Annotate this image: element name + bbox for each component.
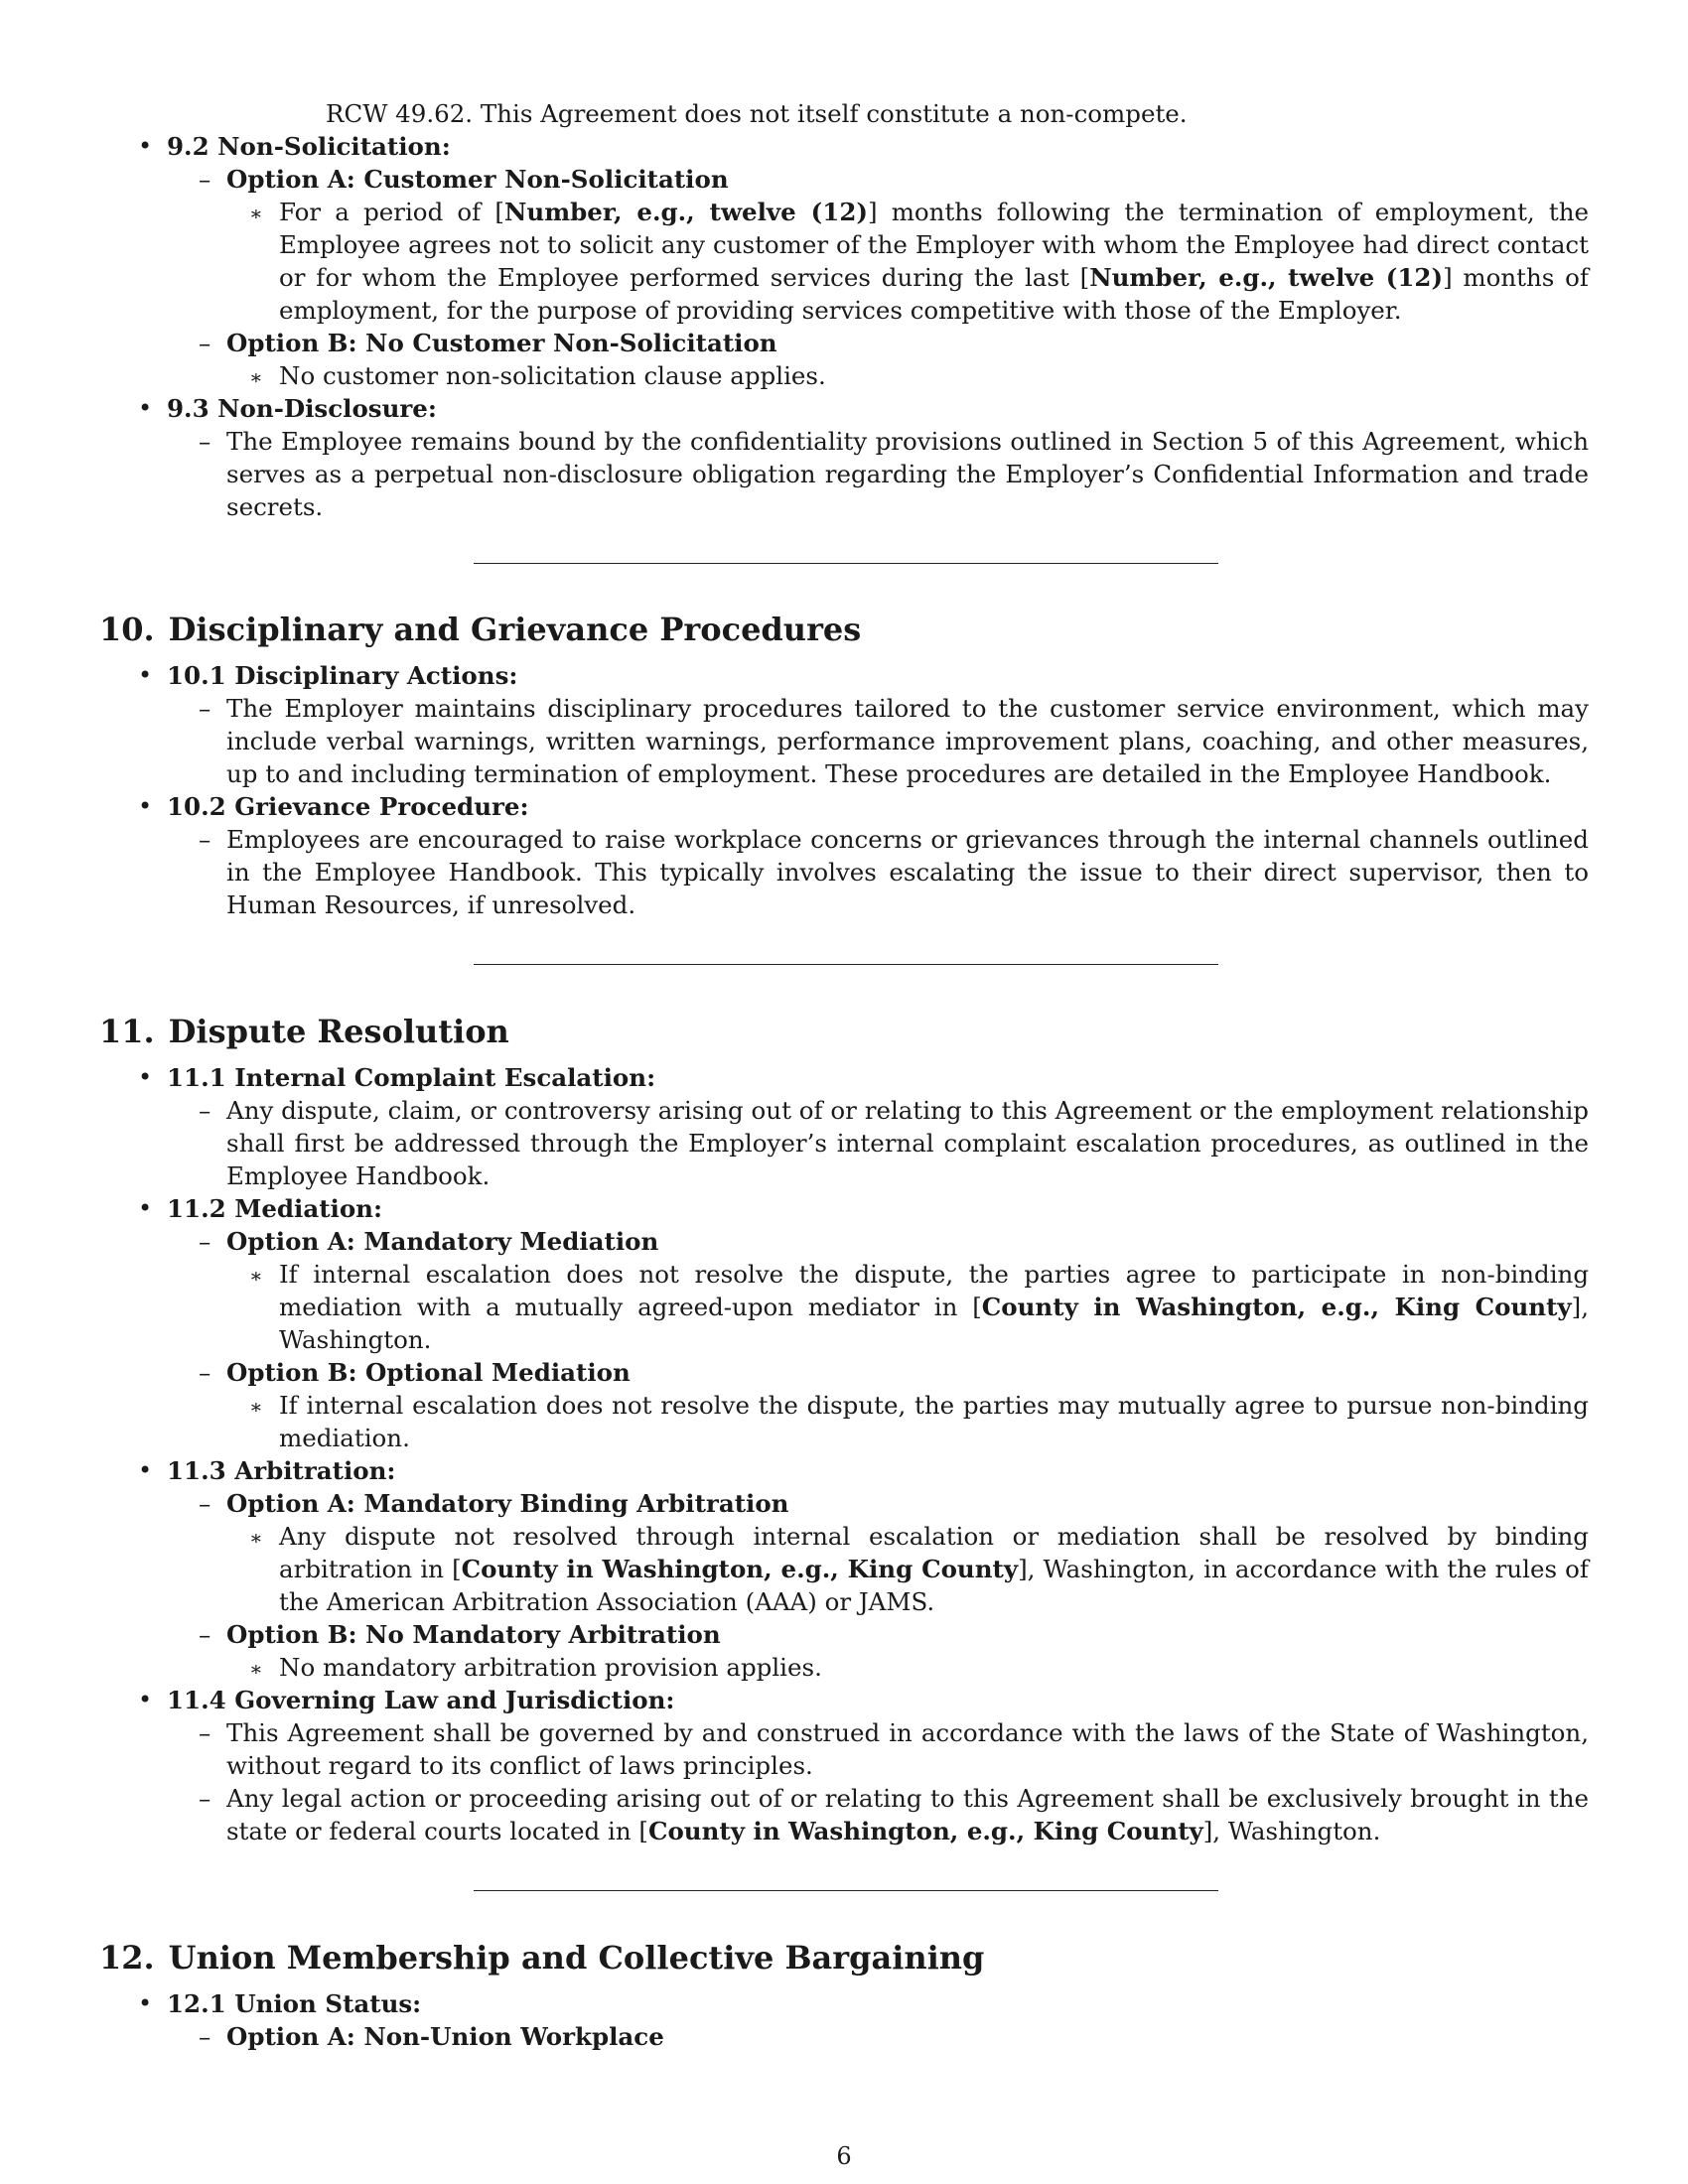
clause-text: Any dispute, claim, or controversy arising out of or relating to this Agreement or the employment relationship shall first be addressed through the Employer’s internal complaint escalation procedures, as outlined in the Employee Handbook. xyxy=(226,1096,1589,1190)
section-divider xyxy=(474,964,1218,965)
option-item xyxy=(99,327,1589,359)
placeholder-field: County in Washington, e.g., King County xyxy=(461,1555,1019,1583)
dash-marker: – xyxy=(199,427,211,456)
option-text-item xyxy=(99,1651,1589,1684)
section-divider xyxy=(474,563,1218,564)
option-item xyxy=(99,1618,1589,1651)
option-text-item xyxy=(99,1258,1589,1356)
text-run: ] months of employment, for the purpose of providing services competitive with those of the Employer. xyxy=(279,263,1590,325)
text-run: ], Washington. xyxy=(1202,1817,1381,1845)
section-heading-12 xyxy=(99,1938,1589,1978)
option-item xyxy=(99,1356,1589,1389)
option-text xyxy=(279,1258,1589,1356)
bullet-marker: • xyxy=(138,1989,153,2017)
dash-marker: – xyxy=(199,1096,211,1125)
section-number: 11. xyxy=(99,1013,155,1050)
option-title: Option B: No Customer Non-Solicitation xyxy=(226,329,777,357)
text-run: ], Washington. xyxy=(279,1293,1589,1354)
option-text-item xyxy=(99,359,1589,392)
page-number: 6 xyxy=(836,2142,852,2170)
page-content xyxy=(99,97,1589,2053)
clause-text-item xyxy=(99,823,1589,921)
clause-text: The Employer maintains disciplinary procedures tailored to the customer service environment, which may include verbal warnings, written warnings, performance improvement plans, coaching, and other measures, up to and including termination of employment. These procedures are detailed in the Employee Handbook. xyxy=(226,694,1589,788)
option-title: Option A: Non-Union Workplace xyxy=(226,2022,664,2051)
clause-title: 11.1 Internal Complaint Escalation: xyxy=(167,1063,656,1092)
dash-marker: – xyxy=(199,329,211,357)
clause-title: 11.4 Governing Law and Jurisdiction: xyxy=(167,1686,675,1714)
list-item-11-2 xyxy=(99,1192,1589,1225)
option-text-item xyxy=(99,1389,1589,1454)
list-item-11-3 xyxy=(99,1454,1589,1487)
star-marker: ∗ xyxy=(249,365,263,389)
clause-text-item xyxy=(99,1094,1589,1192)
option-item xyxy=(99,163,1589,196)
clause-text-item xyxy=(99,1716,1589,1782)
placeholder-field: Number, e.g., twelve (12) xyxy=(1089,263,1444,292)
dash-marker: – xyxy=(199,2022,211,2051)
option-text: No mandatory arbitration provision applies. xyxy=(279,1653,822,1682)
list-item-10-2 xyxy=(99,790,1589,823)
option-text-item xyxy=(99,1520,1589,1618)
option-item xyxy=(99,1487,1589,1520)
bullet-marker: • xyxy=(138,1456,153,1484)
text-run: Any dispute not resolved through internal escalation or mediation shall be resolved by binding arbitration in [ xyxy=(279,1522,1589,1583)
dash-marker: – xyxy=(199,1718,211,1747)
text-run: ], Washington, in accordance with the rules of the American Arbitration Association (AAA) or JAMS. xyxy=(279,1555,1589,1616)
clause-text: Employees are encouraged to raise workplace concerns or grievances through the internal channels outlined in the Employee Handbook. This typically involves escalating the issue to their direct supervisor, then to Human Resources, if unresolved. xyxy=(226,825,1589,919)
star-marker: ∗ xyxy=(249,1526,263,1550)
option-title: Option B: No Mandatory Arbitration xyxy=(226,1620,721,1649)
dash-marker: – xyxy=(199,1620,211,1649)
clause-text: The Employee remains bound by the confidentiality provisions outlined in Section 5 of this Agreement, which serves as a perpetual non-disclosure obligation regarding the Employer’s Confidential Information and trade secrets. xyxy=(226,427,1589,521)
list-item-12-1 xyxy=(99,1987,1589,2020)
bullet-marker: • xyxy=(138,661,153,689)
clause-text: This Agreement shall be governed by and construed in accordance with the laws of the State of Washington, without regard to its conflict of laws principles. xyxy=(226,1718,1589,1780)
section-divider xyxy=(474,1890,1218,1891)
option-text xyxy=(279,1520,1589,1618)
section-title: Disciplinary and Grievance Procedures xyxy=(168,611,862,648)
continued-text: RCW 49.62. This Agreement does not itself constitute a non-compete. xyxy=(326,99,1188,128)
dash-marker: – xyxy=(199,1489,211,1518)
placeholder-field: County in Washington, e.g., King County xyxy=(981,1293,1572,1321)
list-item-11-4 xyxy=(99,1684,1589,1716)
option-title: Option A: Mandatory Binding Arbitration xyxy=(226,1489,789,1518)
section-heading-11 xyxy=(99,1012,1589,1051)
section-title: Dispute Resolution xyxy=(168,1013,509,1050)
clause-title: 11.2 Mediation: xyxy=(167,1194,383,1223)
text-run: ] months following the termination of employment, the Employee agrees not to solicit any customer of the Employer with whom the Employee had direct contact or for whom the Employee performed services during the last [ xyxy=(279,198,1590,292)
dash-marker: – xyxy=(199,1227,211,1256)
bullet-marker: • xyxy=(138,1686,153,1713)
dash-marker: – xyxy=(199,1784,211,1813)
star-marker: ∗ xyxy=(249,1657,263,1681)
text-run: If internal escalation does not resolve the dispute, the parties agree to participate in non-binding mediation with a mutually agreed-upon mediator in [ xyxy=(279,1260,1589,1321)
list-item-9-3 xyxy=(99,392,1589,425)
clause-title: 11.3 Arbitration: xyxy=(167,1456,396,1485)
option-text xyxy=(279,196,1589,327)
clause-text-item xyxy=(99,692,1589,790)
star-marker: ∗ xyxy=(249,202,263,225)
option-text-item xyxy=(99,196,1589,327)
bullet-marker: • xyxy=(138,792,153,820)
text-run: Any legal action or proceeding arising out of or relating to this Agreement shall be exclusively brought in the state or federal courts located in [ xyxy=(226,1784,1589,1845)
star-marker: ∗ xyxy=(249,1395,263,1419)
placeholder-field: Number, e.g., twelve (12) xyxy=(503,198,868,226)
option-text: If internal escalation does not resolve the dispute, the parties may mutually agree to pursue non-binding mediation. xyxy=(279,1391,1589,1452)
dash-marker: – xyxy=(199,165,211,194)
clause-text xyxy=(226,1782,1589,1847)
bullet-marker: • xyxy=(138,394,153,422)
section-number: 10. xyxy=(99,611,155,648)
option-item xyxy=(99,1225,1589,1258)
bullet-marker: • xyxy=(138,132,153,160)
section-heading-10 xyxy=(99,610,1589,649)
option-title: Option A: Mandatory Mediation xyxy=(226,1227,659,1256)
clause-title: 10.1 Disciplinary Actions: xyxy=(167,661,518,690)
section-number: 12. xyxy=(99,1939,155,1977)
bullet-marker: • xyxy=(138,1063,153,1091)
star-marker: ∗ xyxy=(249,1264,263,1288)
section-title: Union Membership and Collective Bargaining xyxy=(168,1939,985,1977)
dash-marker: – xyxy=(199,1358,211,1387)
option-title: Option B: Optional Mediation xyxy=(226,1358,631,1387)
option-text: No customer non-solicitation clause applies. xyxy=(279,361,826,390)
option-title: Option A: Customer Non-Solicitation xyxy=(226,165,729,194)
text-run: For a period of [ xyxy=(279,198,504,226)
clause-title: 12.1 Union Status: xyxy=(167,1989,422,2018)
clause-text-item xyxy=(99,1782,1589,1847)
option-item xyxy=(99,2020,1589,2053)
list-item-9-2 xyxy=(99,130,1589,163)
clause-title: 9.3 Non-Disclosure: xyxy=(167,394,437,423)
clause-title: 9.2 Non-Solicitation: xyxy=(167,132,451,161)
dash-marker: – xyxy=(199,694,211,723)
bullet-marker: • xyxy=(138,1194,153,1222)
list-item-10-1 xyxy=(99,659,1589,692)
clause-text-item xyxy=(99,425,1589,523)
list-item-11-1 xyxy=(99,1061,1589,1094)
dash-marker: – xyxy=(199,825,211,854)
clause-title: 10.2 Grievance Procedure: xyxy=(167,792,529,821)
placeholder-field: County in Washington, e.g., King County xyxy=(647,1817,1203,1845)
